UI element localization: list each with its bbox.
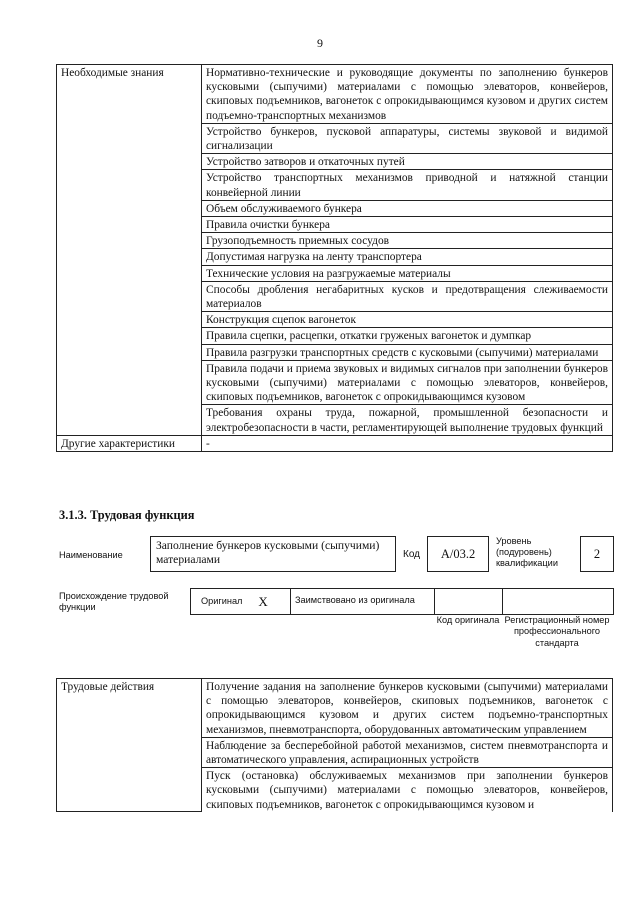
table-cell: Наблюдение за бесперебойной работой механизмов, систем пневмотранспорта и автоматического управления, аспирационных устройств: [202, 737, 613, 767]
level-value-box: 2: [580, 536, 614, 572]
code-original-caption: Код оригинала: [436, 615, 500, 625]
code-label: Код: [403, 549, 421, 560]
origin-row: [190, 588, 614, 615]
original-label: Оригинал: [201, 596, 243, 606]
original-mark: X: [258, 593, 268, 609]
knowledge-table: [56, 64, 613, 452]
borrowed-label: Заимствовано из оригинала: [295, 595, 415, 605]
other-characteristics-value: -: [202, 435, 613, 451]
level-label: Уровень (подуровень) квалификации: [496, 536, 558, 568]
table-cell: Правила сцепки, расцепки, откатки груженых вагонеток и думпкар: [202, 328, 613, 344]
other-characteristics-label: Другие характеристики: [57, 435, 202, 451]
table-cell: Правила разгрузки транспортных средств с кусковыми (сыпучими) материалами: [202, 344, 613, 360]
table-cell: Устройство затворов и откаточных путей: [202, 154, 613, 170]
labor-actions-label: Трудовые действия: [57, 679, 202, 812]
reg-number-box: [503, 589, 613, 614]
table-row: [57, 65, 613, 124]
reg-number-caption: Регистрационный номер профессионального стандарта: [504, 615, 610, 648]
table-cell: Пуск (остановка) обслуживаемых механизмов при заполнении бункеров кусковыми (сыпучими) материалами с помощью элеваторов, конвейеров, скиповых подъемников, вагонеток с опрокидывающимся кузовом и: [202, 768, 613, 812]
table-cell: Технические условия на разгружаемые материалы: [202, 265, 613, 281]
table-row: [57, 679, 613, 738]
code-value-box: A/03.2: [427, 536, 489, 572]
code-original-box: [435, 589, 503, 614]
table-cell: Устройство транспортных механизмов приводной и натяжной станции конвейерной линии: [202, 170, 613, 200]
name-label: Наименование: [59, 550, 123, 560]
table-cell: Правила очистки бункера: [202, 217, 613, 233]
table-cell: Способы дробления негабаритных кусков и предотвращения слеживаемости материалов: [202, 281, 613, 311]
table-cell: Правила подачи и приема звуковых и видимых сигналов при заполнении бункеров кусковыми (сыпучими) материалами с помощью элеваторов, конвейеров, скиповых подъемников, вагонеток с опрокидывающимся кузовом: [202, 360, 613, 405]
table-cell: Грузоподъемность приемных сосудов: [202, 233, 613, 249]
section-heading: 3.1.3. Трудовая функция: [59, 508, 195, 522]
table-cell: Нормативно-технические и руководящие документы по заполнению бункеров кусковыми (сыпучими) материалами с помощью элеваторов, конвейеров, скиповых подъемников, вагонеток с опрокидывающимся кузовом и других систем подъемно-транспортных механизмов: [202, 65, 613, 124]
function-name-box: Заполнение бункеров кусковыми (сыпучими) материалами: [150, 536, 396, 572]
table-cell: Допустимая нагрузка на ленту транспортера: [202, 249, 613, 265]
page-number: 9: [317, 36, 323, 50]
table-cell: Конструкция сцепок вагонеток: [202, 312, 613, 328]
labor-actions-table: [56, 678, 613, 812]
table-cell: Устройство бункеров, пусковой аппаратуры, системы звуковой и видимой сигнализации: [202, 123, 613, 153]
knowledge-label: Необходимые знания: [57, 65, 202, 436]
table-row: [57, 435, 613, 451]
table-cell: Получение задания на заполнение бункеров кусковыми (сыпучими) материалами с помощью элеваторов, конвейеров, скиповых подъемников, вагонеток с опрокидывающимся кузовом и других систем подъемно-транспортных механизмов, пневмотранспорта, оборудованных автоматическим управлением: [202, 679, 613, 738]
table-cell: Требования охраны труда, пожарной, промышленной безопасности и электробезопасности в части, регламентирующей выполнение трудовых функций: [202, 405, 613, 435]
origin-label: Происхождение трудовой функции: [59, 591, 169, 612]
table-cell: Объем обслуживаемого бункера: [202, 200, 613, 216]
